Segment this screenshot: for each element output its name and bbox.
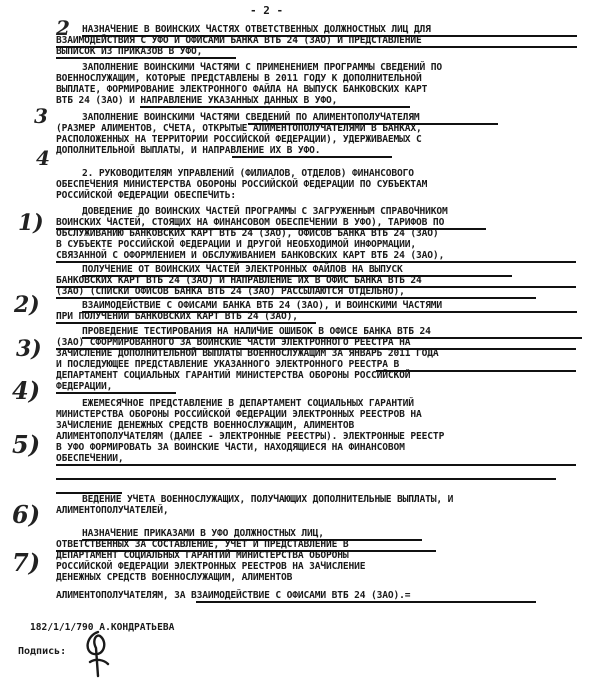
underline-mark	[56, 322, 316, 324]
text-line: ФЕДЕРАЦИИ,	[56, 381, 113, 392]
underline-mark	[82, 539, 422, 541]
underline-mark	[56, 261, 576, 263]
margin-mark: 1)	[18, 210, 44, 236]
text-line: В УФО ФОРМИРОВАТЬ ЗА ВОИНСКИЕ ЧАСТИ, НАХОДЯЩИЕСЯ НА ФИНАНСОВОМ	[56, 442, 405, 453]
text-line: НАЗНАЧЕНИЕ ПРИКАЗАМИ В УФО ДОЛЖНОСТНЫХ ЛИЦ,	[82, 528, 324, 539]
underline-mark	[82, 337, 582, 339]
text-line: ВЫПЛАТЕ, ФОРМИРОВАНИЕ ЭЛЕКТРОННОГО ФАЙЛА НА ВЫПУСК БАНКОВСКИХ КАРТ	[56, 84, 428, 95]
text-line: ДЕПАРТАМЕНТ СОЦИАЛЬНЫХ ГАРАНТИЙ МИНИСТЕРСТВА ОБОРОНЫ	[56, 550, 349, 561]
text-line: СВЯЗАННОЙ С ОФОРМЛЕНИЕМ И ОБСЛУЖИВАНИЕМ БАНКОВСКИХ КАРТ ВТБ 24 (ЗАО),	[56, 250, 445, 261]
text-line: ЕЖЕМЕСЯЧНОЕ ПРЕДСТАВЛЕНИЕ В ДЕПАРТАМЕНТ СОЦИАЛЬНЫХ ГАРАНТИЙ	[82, 398, 414, 409]
underline-mark	[248, 123, 498, 125]
text-line: ВЕДЕНИЕ УЧЕТА ВОЕННОСЛУЖАЩИХ, ПОЛУЧАЮЩИХ ДОПОЛНИТЕЛЬНЫЕ ВЫПЛАТЫ, И	[82, 494, 454, 505]
text-line: ДЕПАРТАМЕНТ СОЦИАЛЬНЫХ ГАРАНТИЙ МИНИСТЕРСТВА ОБОРОНЫ РОССИЙСКОЙ	[56, 370, 411, 381]
text-line: ЗАПОЛНЕНИЕ ВОИНСКИМИ ЧАСТЯМИ СВЕДЕНИЙ ПО АЛИМЕНТОПОЛУЧАТЕЛЯМ	[82, 112, 420, 123]
text-line: (РАЗМЕР АЛИМЕНТОВ, СЧЕТА, ОТКРЫТЫЕ АЛИМЕНТОПОЛУЧАТЕЛЯМИ В БАНКАХ,	[56, 123, 422, 134]
text-line: ПРИ ПОЛУЧЕНИИ БАНКОВСКИХ КАРТ ВТБ 24 (ЗАО),	[56, 311, 298, 322]
text-line: БАНКОВСКИХ КАРТ ВТБ 24 (ЗАО) И НАПРАВЛЕНИЕ ИХ В ОФИС БАНКА ВТБ 24	[56, 275, 422, 286]
text-line: ВОИНСКИХ ЧАСТЕЙ, СТОЯЩИХ НА ФИНАНСОВОМ ОБЕСПЕЧЕНИИ В УФО), ТАРИФОВ ПО	[56, 217, 445, 228]
text-line: ЗАПОЛНЕНИЕ ВОИНСКИМИ ЧАСТЯМИ С ПРИМЕНЕНИЕМ ПРОГРАММЫ СВЕДЕНИЙ ПО	[82, 62, 443, 73]
underline-mark	[56, 286, 576, 288]
margin-mark: 4	[36, 146, 50, 170]
text-line: ЗАЧИСЛЕНИЕ ДОПОЛНИТЕЛЬНОЙ ВЫПЛАТЫ ВОЕННОСЛУЖАЩИМ ЗА ЯНВАРЬ 2011 ГОДА	[56, 348, 439, 359]
text-line: (ЗАО) СФОРМИРОВАННОГО ЗА ВОИНСКИЕ ЧАСТИ ЭЛЕКТРОННОГО РЕЕСТРА НА	[56, 337, 411, 348]
margin-mark: 5)	[12, 430, 41, 459]
margin-mark: 3)	[16, 336, 42, 362]
underline-mark	[56, 492, 122, 494]
page-number: - 2 -	[250, 4, 284, 17]
text-line: НАЗНАЧЕНИЕ В ВОИНСКИХ ЧАСТЯХ ОТВЕТСТВЕННЫХ ДОЛЖНОСТНЫХ ЛИЦ ДЛЯ	[82, 24, 431, 35]
underline-mark	[56, 478, 556, 480]
underline-mark	[376, 370, 576, 372]
text-line: ДОВЕДЕНИЕ ДО ВОИНСКИХ ЧАСТЕЙ ПРОГРАММЫ С ЗАГРУЖЕННЫМ СПРАВОЧНИКОМ	[82, 206, 448, 217]
footer-reference: 182/1/1/790 А.КОНДРАТЬЕВА	[30, 622, 175, 633]
underline-mark	[56, 46, 577, 48]
underline-mark	[56, 550, 436, 552]
text-line: ОТВЕТСТВЕННЫХ ЗА СОСТАВЛЕНИЕ, УЧЕТ И ПРЕДСТАВЛЕНИЕ В	[56, 539, 349, 550]
text-line: ДЕНЕЖНЫХ СРЕДСТВ ВОЕННОСЛУЖАЩИМ, АЛИМЕНТОВ	[56, 572, 293, 583]
text-line: ОБЕСПЕЧЕНИИ,	[56, 453, 124, 464]
text-line: АЛИМЕНТОПОЛУЧАТЕЛЕЙ,	[56, 505, 169, 516]
underline-mark	[56, 57, 236, 59]
underline-mark	[196, 601, 536, 603]
underline-mark	[82, 275, 512, 277]
text-line: ОБЕСПЕЧЕНИЯ МИНИСТЕРСТВА ОБОРОНЫ РОССИЙСКОЙ ФЕДЕРАЦИИ ПО СУБЪЕКТАМ	[56, 179, 428, 190]
margin-mark: 4)	[12, 376, 41, 405]
text-line: И ПОСЛЕДУЮЩЕЕ ПРЕДСТАВЛЕНИЕ УКАЗАННОГО ЭЛЕКТРОННОГО РЕЕСТРА В	[56, 359, 400, 370]
margin-mark: 2	[56, 16, 70, 40]
text-line: АЛИМЕНТОПОЛУЧАТЕЛЯМ, ЗА ВЗАИМОДЕЙСТВИЕ С ОФИСАМИ ВТБ 24 (ЗАО).=	[56, 590, 411, 601]
underline-mark	[140, 106, 410, 108]
underline-mark	[56, 297, 536, 299]
underline-mark	[82, 311, 577, 313]
text-line: АЛИМЕНТОПОЛУЧАТЕЛЯМ (ДАЛЕЕ - ЭЛЕКТРОННЫЕ РЕЕСТРЫ). ЭЛЕКТРОННЫЕ РЕЕСТР	[56, 431, 445, 442]
text-line: В СУБЪЕКТЕ РОССИЙСКОЙ ФЕДЕРАЦИИ И ДРУГОЙ НЕОБХОДИМОЙ ИНФОРМАЦИИ,	[56, 239, 417, 250]
text-line: ЗАЧИСЛЕНИЕ ДЕНЕЖНЫХ СРЕДСТВ ВОЕННОСЛУЖАЩИМ, АЛИМЕНТОВ	[56, 420, 355, 431]
text-line: ПОЛУЧЕНИЕ ОТ ВОИНСКИХ ЧАСТЕЙ ЭЛЕКТРОННЫХ ФАЙЛОВ НА ВЫПУСК	[82, 264, 403, 275]
signature-image	[78, 628, 118, 680]
text-line: ВОЕННОСЛУЖАЩИМ, КОТОРЫЕ ПРЕДСТАВЛЕНЫ В 2011 ГОДУ К ДОПОЛНИТЕЛЬНОЙ	[56, 73, 422, 84]
text-line: ВЫПИСОК ИЗ ПРИКАЗОВ В УФО,	[56, 46, 203, 57]
text-line: МИНИСТЕРСТВА ОБОРОНЫ РОССИЙСКОЙ ФЕДЕРАЦИИ ЭЛЕКТРОННЫХ РЕЕСТРОВ НА	[56, 409, 422, 420]
text-line: 2. РУКОВОДИТЕЛЯМ УПРАВЛЕНИЙ (ФИЛИАЛОВ, ОТДЕЛОВ) ФИНАНСОВОГО	[82, 168, 414, 179]
underline-mark	[56, 228, 486, 230]
underline-mark	[56, 464, 576, 466]
margin-mark: 2)	[14, 292, 40, 318]
underline-mark	[232, 156, 392, 158]
underline-mark	[82, 35, 577, 37]
margin-mark: 7)	[12, 548, 41, 577]
underline-mark	[56, 348, 576, 350]
text-line: ДОПОЛНИТЕЛЬНОЙ ВЫПЛАТЫ, И НАПРАВЛЕНИЕ ИХ В УФО.	[56, 145, 321, 156]
margin-mark: 3	[34, 104, 48, 128]
text-line: ВТБ 24 (ЗАО) И НАПРАВЛЕНИЕ УКАЗАННЫХ ДАННЫХ В УФО,	[56, 95, 338, 106]
text-line: ПРОВЕДЕНИЕ ТЕСТИРОВАНИЯ НА НАЛИЧИЕ ОШИБОК В ОФИСЕ БАНКА ВТБ 24	[82, 326, 431, 337]
text-line: РОССИЙСКОЙ ФЕДЕРАЦИИ ЭЛЕКТРОННЫХ РЕЕСТРОВ НА ЗАЧИСЛЕНИЕ	[56, 561, 366, 572]
text-line: ВЗАИМОДЕЙСТВИЯ С УФО И ОФИСАМИ БАНКА ВТБ 24 (ЗАО) И ПРЕДСТАВЛЕНИЕ	[56, 35, 422, 46]
margin-mark: 6)	[12, 500, 41, 529]
text-line: (ЗАО) (СПИСКИ ОФИСОВ БАНКА ВТБ 24 (ЗАО) РАССЫЛАЮТСЯ ОТДЕЛЬНО),	[56, 286, 405, 297]
text-line: РОССИЙСКОЙ ФЕДЕРАЦИИ ОБЕСПЕЧИТЬ:	[56, 190, 237, 201]
text-line: РАСПОЛОЖЕННЫХ НА ТЕРРИТОРИИ РОССИЙСКОЙ ФЕДЕРАЦИИ), УДЕРЖИВАЕМЫХ С	[56, 134, 422, 145]
underline-mark	[56, 392, 176, 394]
text-line: ОБСЛУЖИВАНИЮ БАНКОВСКИХ КАРТ ВТБ 24 (ЗАО), ОФИСОВ БАНКА ВТБ 24 (ЗАО)	[56, 228, 439, 239]
text-line: ВЗАИМОДЕЙСТВИЕ С ОФИСАМИ БАНКА ВТБ 24 (ЗАО), И ВОИНСКИМИ ЧАСТЯМИ	[82, 300, 443, 311]
signature-label: Подпись:	[18, 646, 67, 657]
